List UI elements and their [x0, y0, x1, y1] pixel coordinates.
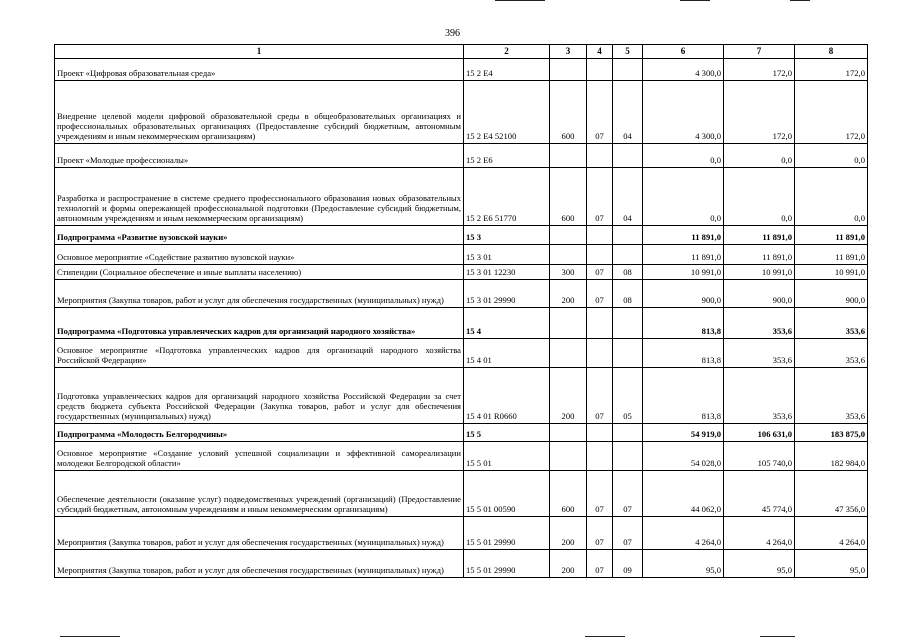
row-pr: 05: [613, 367, 643, 423]
row-year3: 95,0: [795, 549, 868, 577]
table-row: [55, 307, 868, 338]
table-row: [55, 279, 868, 307]
row-pr: [613, 307, 643, 338]
row-vr: 200: [550, 549, 587, 577]
row-name: Основное мероприятие «Подготовка управленческих кадров для организаций народного хозяйства Российской Федерации»: [55, 338, 464, 367]
row-name: Мероприятия (Закупка товаров, работ и услуг для обеспечения государственных (муниципальных) нужд): [55, 516, 464, 549]
row-vr: 600: [550, 80, 587, 143]
row-year1: 54 028,0: [643, 441, 724, 470]
row-vr: 200: [550, 516, 587, 549]
row-year2: 4 264,0: [724, 516, 795, 549]
row-name: Стипендии (Социальное обеспечение и иные выплаты населению): [55, 264, 464, 279]
row-year2: 0,0: [724, 143, 795, 167]
row-year1: 0,0: [643, 167, 724, 225]
row-pr: [613, 441, 643, 470]
row-pr: 07: [613, 516, 643, 549]
row-year3: 172,0: [795, 80, 868, 143]
row-name: Подпрограмма «Развитие вузовской науки»: [55, 225, 464, 244]
row-year2: 95,0: [724, 549, 795, 577]
row-vr: [550, 58, 587, 80]
row-vr: 600: [550, 470, 587, 516]
column-header: 8: [795, 45, 868, 59]
table-row: [55, 264, 868, 279]
scan-artifact: [60, 636, 120, 637]
scan-artifact: [680, 0, 710, 1]
column-header: 7: [724, 45, 795, 59]
row-year2: 172,0: [724, 80, 795, 143]
row-pr: [613, 423, 643, 441]
row-year1: 54 919,0: [643, 423, 724, 441]
table-row: [55, 423, 868, 441]
row-year1: 813,8: [643, 307, 724, 338]
scan-artifact: [760, 636, 795, 637]
row-year3: 353,6: [795, 367, 868, 423]
row-pr: [613, 338, 643, 367]
row-year1: 10 991,0: [643, 264, 724, 279]
row-rz: 07: [587, 549, 613, 577]
table-row: [55, 143, 868, 167]
row-name: Основное мероприятие «Содействие развитию вузовской науки»: [55, 244, 464, 264]
row-vr: 300: [550, 264, 587, 279]
row-year1: 900,0: [643, 279, 724, 307]
row-year2: 105 740,0: [724, 441, 795, 470]
row-year2: 172,0: [724, 58, 795, 80]
table-row: [55, 516, 868, 549]
row-year1: 11 891,0: [643, 244, 724, 264]
table-row: [55, 58, 868, 80]
scan-artifact: [495, 0, 545, 1]
row-pr: [613, 244, 643, 264]
row-year3: 0,0: [795, 167, 868, 225]
row-year2: 10 991,0: [724, 264, 795, 279]
row-year3: 11 891,0: [795, 225, 868, 244]
table-row: [55, 338, 868, 367]
table-row: [55, 80, 868, 143]
table-row: [55, 367, 868, 423]
row-name: Проект «Цифровая образовательная среда»: [55, 58, 464, 80]
row-vr: 200: [550, 367, 587, 423]
row-vr: [550, 338, 587, 367]
row-name: Основное мероприятие «Создание условий успешной социализации и эффективной самореализации молодежи Белгородской области»: [55, 441, 464, 470]
row-code: 15 5 01 29990: [464, 516, 550, 549]
row-year1: 4 300,0: [643, 80, 724, 143]
row-year1: 4 264,0: [643, 516, 724, 549]
column-header: 2: [464, 45, 550, 59]
row-rz: [587, 143, 613, 167]
column-header: 4: [587, 45, 613, 59]
row-year3: 183 875,0: [795, 423, 868, 441]
row-year2: 106 631,0: [724, 423, 795, 441]
table-row: [55, 225, 868, 244]
row-rz: 07: [587, 367, 613, 423]
row-year2: 353,6: [724, 307, 795, 338]
row-year2: 11 891,0: [724, 244, 795, 264]
row-vr: 200: [550, 279, 587, 307]
row-code: 15 5 01 00590: [464, 470, 550, 516]
row-vr: [550, 244, 587, 264]
row-vr: [550, 423, 587, 441]
row-code: 15 4 01 R0660: [464, 367, 550, 423]
row-year2: 353,6: [724, 338, 795, 367]
column-header: 5: [613, 45, 643, 59]
row-pr: [613, 58, 643, 80]
column-number-row: [55, 45, 868, 59]
row-code: 15 5 01 29990: [464, 549, 550, 577]
row-rz: [587, 441, 613, 470]
row-name: Обеспечение деятельности (оказание услуг) подведомственных учреждений (организаций) (Предоставление субсидий бюджетным, автономным учреждениям и иным некоммерческим организациям): [55, 470, 464, 516]
row-year2: 353,6: [724, 367, 795, 423]
row-code: 15 5: [464, 423, 550, 441]
column-header: 6: [643, 45, 724, 59]
row-rz: [587, 58, 613, 80]
scan-artifact: [585, 636, 625, 637]
row-name: Проект «Молодые профессионалы»: [55, 143, 464, 167]
row-year3: 4 264,0: [795, 516, 868, 549]
row-code: 15 3 01 12230: [464, 264, 550, 279]
row-year2: 900,0: [724, 279, 795, 307]
row-year3: 900,0: [795, 279, 868, 307]
row-year1: 44 062,0: [643, 470, 724, 516]
row-pr: 04: [613, 80, 643, 143]
row-vr: [550, 143, 587, 167]
row-code: 15 3 01: [464, 244, 550, 264]
table-row: [55, 441, 868, 470]
row-vr: [550, 441, 587, 470]
row-year3: 353,6: [795, 307, 868, 338]
row-year1: 0,0: [643, 143, 724, 167]
row-year3: 47 356,0: [795, 470, 868, 516]
scan-artifact: [790, 0, 810, 1]
row-name: Мероприятия (Закупка товаров, работ и услуг для обеспечения государственных (муниципальных) нужд): [55, 549, 464, 577]
row-rz: 07: [587, 516, 613, 549]
table-row: [55, 167, 868, 225]
row-name: Подготовка управленческих кадров для организаций народного хозяйства Российской Федерации за счет средств бюджета субъекта Российской Федерации (Закупка товаров, работ и услуг для обеспечения государственных (муниципальных) нужд): [55, 367, 464, 423]
row-pr: 08: [613, 264, 643, 279]
table-row: [55, 549, 868, 577]
row-code: 15 5 01: [464, 441, 550, 470]
row-rz: [587, 338, 613, 367]
row-year3: 172,0: [795, 58, 868, 80]
table-row: [55, 470, 868, 516]
row-rz: 07: [587, 279, 613, 307]
row-year3: 0,0: [795, 143, 868, 167]
row-rz: [587, 244, 613, 264]
row-rz: [587, 307, 613, 338]
row-rz: 07: [587, 264, 613, 279]
row-pr: 07: [613, 470, 643, 516]
row-code: 15 2 E6: [464, 143, 550, 167]
row-year3: 10 991,0: [795, 264, 868, 279]
row-code: 15 2 E4: [464, 58, 550, 80]
column-header: 1: [55, 45, 464, 59]
column-header: 3: [550, 45, 587, 59]
table-row: [55, 244, 868, 264]
row-rz: 07: [587, 167, 613, 225]
row-name: Внедрение целевой модели цифровой образовательной среды в общеобразовательных организациях и профессиональных образовательных организациях (Предоставление субсидий бюджетным, автономным учреждениям и иным некоммерческим организациям): [55, 80, 464, 143]
row-rz: [587, 225, 613, 244]
row-name: Подпрограмма «Молодость Белгородчины»: [55, 423, 464, 441]
row-year3: 182 984,0: [795, 441, 868, 470]
row-year1: 813,8: [643, 367, 724, 423]
row-name: Мероприятия (Закупка товаров, работ и услуг для обеспечения государственных (муниципальных) нужд): [55, 279, 464, 307]
row-year1: 11 891,0: [643, 225, 724, 244]
row-rz: 07: [587, 470, 613, 516]
row-rz: [587, 423, 613, 441]
page-number: 396: [445, 28, 460, 39]
row-pr: 08: [613, 279, 643, 307]
row-rz: 07: [587, 80, 613, 143]
row-year1: 95,0: [643, 549, 724, 577]
row-code: 15 4 01: [464, 338, 550, 367]
row-vr: [550, 307, 587, 338]
budget-table: [54, 44, 868, 578]
row-year3: 353,6: [795, 338, 868, 367]
row-year1: 813,8: [643, 338, 724, 367]
row-year2: 11 891,0: [724, 225, 795, 244]
row-year3: 11 891,0: [795, 244, 868, 264]
row-pr: [613, 143, 643, 167]
row-pr: 04: [613, 167, 643, 225]
row-pr: [613, 225, 643, 244]
row-code: 15 2 E6 51770: [464, 167, 550, 225]
row-year2: 45 774,0: [724, 470, 795, 516]
row-pr: 09: [613, 549, 643, 577]
row-year1: 4 300,0: [643, 58, 724, 80]
row-code: 15 4: [464, 307, 550, 338]
row-vr: 600: [550, 167, 587, 225]
row-code: 15 3: [464, 225, 550, 244]
row-vr: [550, 225, 587, 244]
row-name: Разработка и распространение в системе среднего профессионального образования новых образовательных технологий и формы опережающей профессиональной подготовки (Предоставление субсидий бюджетным, автономным учреждениям и иным некоммерческим организациям): [55, 167, 464, 225]
row-code: 15 3 01 29990: [464, 279, 550, 307]
row-year2: 0,0: [724, 167, 795, 225]
row-code: 15 2 E4 52100: [464, 80, 550, 143]
row-name: Подпрограмма «Подготовка управленческих кадров для организаций народного хозяйства»: [55, 307, 464, 338]
